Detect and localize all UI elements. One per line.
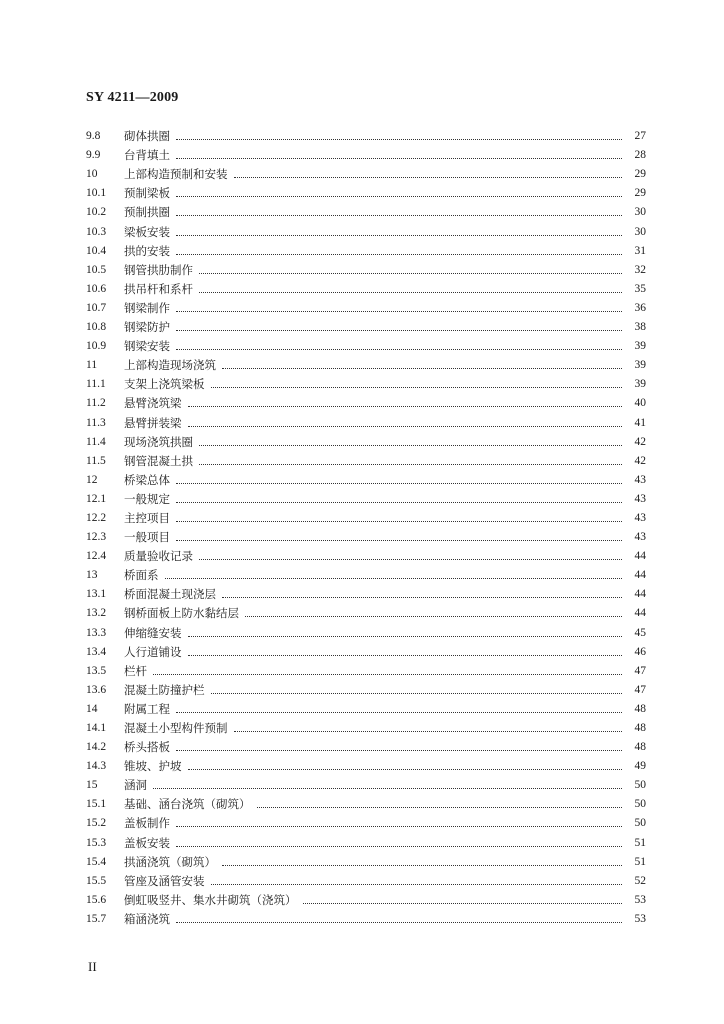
toc-entry-title: 人行道铺设 <box>124 644 182 659</box>
toc-entry-title: 盖板制作 <box>124 816 170 831</box>
toc-entry-title: 混凝土小型构件预制 <box>124 721 228 735</box>
toc-entry[interactable] <box>86 296 646 315</box>
toc-entry[interactable] <box>86 850 646 869</box>
toc-entry-page: 43 <box>634 492 646 505</box>
toc-entry[interactable] <box>86 544 646 563</box>
dot-leader <box>188 654 623 656</box>
toc-entry-page: 43 <box>634 473 646 486</box>
dot-leader <box>234 730 623 732</box>
toc-entry-title: 一般规定 <box>124 491 170 506</box>
toc-entry-page: 48 <box>634 741 646 754</box>
toc-entry-page: 43 <box>634 531 646 544</box>
toc-entry-title: 钢梁安装 <box>124 339 170 354</box>
toc-entry-title: 倒虹吸竖井、集水井砌筑（浇筑） <box>124 892 297 907</box>
toc-entry[interactable] <box>86 258 646 277</box>
toc-entry-page: 29 <box>634 168 646 181</box>
dot-leader <box>211 386 623 388</box>
dot-leader <box>188 635 623 637</box>
toc-entry-number: 10.2 <box>86 206 107 219</box>
toc-entry-title: 钢梁防护 <box>124 320 170 335</box>
toc-entry-page: 48 <box>634 722 646 734</box>
toc-entry-number: 13.2 <box>86 607 107 620</box>
toc-entry-number: 11.1 <box>86 378 106 391</box>
toc-entry-page: 32 <box>634 263 646 276</box>
toc-entry-number: 13 <box>86 569 98 582</box>
toc-entry-number: 10 <box>86 168 98 181</box>
toc-entry-page: 27 <box>634 130 646 143</box>
toc-entry[interactable] <box>86 754 646 773</box>
toc-entry-page: 44 <box>634 588 646 601</box>
toc-entry-number: 11 <box>86 359 98 372</box>
toc-entry[interactable] <box>86 506 646 525</box>
toc-entry-number: 15.6 <box>86 893 107 906</box>
dot-leader <box>257 806 623 808</box>
toc-entry-title: 拱的安装 <box>124 243 170 258</box>
toc-entry-title: 支架上浇筑梁板 <box>124 377 205 392</box>
toc-entry[interactable] <box>86 315 646 334</box>
toc-entry-number: 10.7 <box>86 301 107 314</box>
toc-entry-page: 42 <box>634 435 646 448</box>
toc-entry[interactable] <box>86 869 646 888</box>
toc-entry-number: 12 <box>86 473 98 486</box>
dot-leader <box>153 787 622 789</box>
toc-entry[interactable] <box>86 811 646 830</box>
toc-entry-title: 钢梁制作 <box>124 300 170 315</box>
toc-entry-title: 基础、涵台浇筑（砌筑） <box>124 797 251 812</box>
toc-entry-page: 43 <box>634 511 646 524</box>
dot-leader <box>222 367 622 369</box>
toc-entry-title: 预制拱圈 <box>124 205 170 220</box>
toc-entry-number: 10.4 <box>86 244 107 257</box>
toc-entry-title: 现场浇筑拱圈 <box>124 434 193 449</box>
toc-entry-number: 12.2 <box>86 511 107 524</box>
toc-entry-title: 砌体拱圈 <box>124 129 170 144</box>
toc-entry-title: 附属工程 <box>124 701 170 716</box>
toc-entry-title: 管座及涵管安装 <box>124 873 205 888</box>
toc-entry-title: 悬臂浇筑梁 <box>124 396 182 411</box>
toc-entry-title: 钢桥面板上防水黏结层 <box>124 606 239 621</box>
toc-entry-title: 栏杆 <box>124 663 147 678</box>
toc-entry-title: 伸缩缝安装 <box>124 625 182 640</box>
dot-leader <box>188 768 623 770</box>
dot-leader <box>176 711 622 713</box>
toc-entry[interactable] <box>86 200 646 219</box>
dot-leader <box>153 673 622 675</box>
dot-leader <box>176 348 622 350</box>
toc-entry-title: 质量验收记录 <box>124 549 193 564</box>
dot-leader <box>211 692 623 694</box>
dot-leader <box>176 845 622 847</box>
toc-entry-page: 39 <box>634 359 646 372</box>
dot-leader <box>165 577 623 579</box>
dot-leader <box>199 272 622 274</box>
toc-entry[interactable] <box>86 277 646 296</box>
toc-entry-number: 15 <box>86 779 98 792</box>
toc-entry[interactable] <box>86 697 646 716</box>
dot-leader <box>222 596 622 598</box>
toc-entry-page: 30 <box>634 225 646 238</box>
toc-entry[interactable] <box>86 716 646 735</box>
dot-leader <box>199 444 622 446</box>
toc-entry-title: 混凝土防撞护栏 <box>124 682 205 697</box>
toc-entry[interactable] <box>86 792 646 811</box>
dot-leader <box>176 214 622 216</box>
toc-entry-page: 44 <box>634 607 646 620</box>
dot-leader <box>188 425 623 427</box>
toc-entry[interactable] <box>86 907 646 926</box>
toc-entry-number: 15.4 <box>86 855 107 868</box>
toc-entry-page: 53 <box>634 912 646 925</box>
toc-entry-page: 53 <box>634 893 646 906</box>
toc-entry-title: 桥面混凝土现浇层 <box>124 587 216 602</box>
toc-entry[interactable] <box>86 334 646 353</box>
toc-entry-title: 锥坡、护坡 <box>124 759 182 774</box>
toc-entry-page: 31 <box>634 244 646 257</box>
toc-entry-number: 13.3 <box>86 626 107 639</box>
toc-entry-title: 桥梁总体 <box>124 472 170 487</box>
toc-entry[interactable] <box>86 582 646 601</box>
toc-entry-title: 桥头搭板 <box>124 740 170 755</box>
dot-leader <box>234 176 623 178</box>
dot-leader <box>211 883 623 885</box>
toc-entry[interactable] <box>86 773 646 792</box>
toc-entry-number: 13.4 <box>86 645 107 658</box>
toc-entry-number: 13.1 <box>86 588 107 601</box>
toc-entry-number: 14 <box>86 702 98 715</box>
toc-entry-page: 39 <box>634 340 646 353</box>
dot-leader <box>176 749 622 751</box>
toc-entry[interactable] <box>86 430 646 449</box>
toc-entry-page: 46 <box>634 645 646 658</box>
toc-entry[interactable] <box>86 449 646 468</box>
toc-entry-number: 12.4 <box>86 550 107 563</box>
toc-entry-page: 41 <box>634 416 646 429</box>
toc-entry[interactable] <box>86 124 646 143</box>
toc-entry-number: 15.2 <box>86 817 107 830</box>
toc-entry-number: 10.9 <box>86 340 107 353</box>
toc-entry-page: 30 <box>634 206 646 219</box>
toc-entry-page: 44 <box>634 550 646 563</box>
dot-leader <box>176 539 622 541</box>
toc-entry-number: 11.3 <box>86 416 106 429</box>
toc-entry-number: 9.8 <box>86 130 101 143</box>
toc-entry[interactable] <box>86 620 646 639</box>
toc-entry[interactable] <box>86 525 646 544</box>
dot-leader <box>176 310 622 312</box>
toc-entry-page: 42 <box>634 454 646 467</box>
toc-entry-number: 15.3 <box>86 836 107 849</box>
dot-leader <box>188 405 623 407</box>
dot-leader <box>176 501 622 503</box>
toc-entry-title: 上部构造现场浇筑 <box>124 358 216 373</box>
toc-entry[interactable] <box>86 468 646 487</box>
toc-entry[interactable] <box>86 601 646 620</box>
toc-entry-title: 钢管拱肋制作 <box>124 262 193 277</box>
dot-leader <box>176 825 622 827</box>
toc-entry-title: 涵洞 <box>124 778 147 793</box>
toc-entry-number: 9.9 <box>86 149 101 162</box>
toc-entry-page: 49 <box>634 760 646 773</box>
toc-entry-number: 11.5 <box>86 454 106 467</box>
page-folio: II <box>88 959 97 974</box>
toc-entry-page: 51 <box>634 855 646 868</box>
toc-entry-number: 13.6 <box>86 683 107 696</box>
toc-entry-number: 10.8 <box>86 321 107 334</box>
dot-leader <box>199 463 622 465</box>
toc-entry[interactable] <box>86 735 646 754</box>
toc-entry[interactable] <box>86 830 646 849</box>
toc-entry[interactable] <box>86 410 646 429</box>
dot-leader <box>176 253 622 255</box>
toc-entry[interactable] <box>86 640 646 659</box>
toc-entry-page: 50 <box>634 779 646 792</box>
dot-leader <box>176 157 622 159</box>
toc-entry-title: 拱涵浇筑（砌筑） <box>124 854 216 869</box>
toc-entry-number: 13.5 <box>86 664 107 677</box>
toc-entry[interactable] <box>86 143 646 162</box>
toc-entry-title: 一般项目 <box>124 530 170 545</box>
toc-entry[interactable] <box>86 563 646 582</box>
toc-entry-number: 10.5 <box>86 263 107 276</box>
toc-entry-number: 14.1 <box>86 722 107 734</box>
toc-entry[interactable] <box>86 162 646 181</box>
toc-entry-number: 12.3 <box>86 531 107 544</box>
toc-entry-number: 14.3 <box>86 760 107 773</box>
toc-entry-page: 40 <box>634 397 646 410</box>
toc-entry-page: 52 <box>634 874 646 887</box>
toc-entry-number: 15.7 <box>86 912 107 925</box>
dot-leader <box>176 520 622 522</box>
toc-entry-page: 50 <box>634 798 646 811</box>
dot-leader <box>176 195 622 197</box>
toc-entry-title: 台背填土 <box>124 148 170 163</box>
standard-code: SY 4211—2009 <box>86 90 179 105</box>
toc-entry-number: 10.6 <box>86 282 107 295</box>
toc-entry-page: 45 <box>634 626 646 639</box>
toc-entry-number: 10.3 <box>86 225 107 238</box>
toc-entry-title: 上部构造预制和安装 <box>124 167 228 182</box>
toc-entry[interactable] <box>86 219 646 238</box>
toc-entry-page: 35 <box>634 282 646 295</box>
dot-leader <box>199 291 622 293</box>
toc-entry-page: 48 <box>634 702 646 715</box>
toc-entry-number: 10.1 <box>86 187 107 200</box>
toc-entry-number: 15.5 <box>86 874 107 887</box>
dot-leader <box>176 234 622 236</box>
toc-entry-title: 桥面系 <box>124 568 159 583</box>
toc-entry-number: 14.2 <box>86 741 107 754</box>
dot-leader <box>303 902 623 904</box>
toc-entry-title: 箱涵浇筑 <box>124 911 170 926</box>
toc-entry[interactable] <box>86 888 646 907</box>
toc-entry-title: 主控项目 <box>124 510 170 525</box>
dot-leader <box>245 615 622 617</box>
toc-entry-title: 预制梁板 <box>124 186 170 201</box>
toc-entry[interactable] <box>86 239 646 258</box>
toc-entry-title: 钢管混凝土拱 <box>124 453 193 468</box>
toc-entry-page: 51 <box>634 836 646 849</box>
toc-entry-page: 38 <box>634 321 646 334</box>
toc-entry[interactable] <box>86 391 646 410</box>
toc-entry-title: 梁板安装 <box>124 224 170 239</box>
dot-leader <box>176 138 622 140</box>
dot-leader <box>176 482 622 484</box>
toc-entry[interactable] <box>86 678 646 697</box>
toc-entry-title: 拱吊杆和系杆 <box>124 281 193 296</box>
toc-entry-page: 44 <box>634 569 646 582</box>
table-of-contents <box>86 124 646 926</box>
toc-entry[interactable] <box>86 659 646 678</box>
toc-entry-page: 47 <box>634 664 646 677</box>
dot-leader <box>176 329 622 331</box>
toc-entry[interactable] <box>86 353 646 372</box>
toc-entry-number: 12.1 <box>86 492 107 505</box>
toc-entry[interactable] <box>86 487 646 506</box>
toc-entry-number: 11.4 <box>86 435 106 448</box>
toc-entry-page: 39 <box>634 378 646 391</box>
dot-leader <box>176 921 622 923</box>
toc-entry[interactable] <box>86 372 646 391</box>
toc-entry-page: 28 <box>634 149 646 162</box>
toc-entry-page: 29 <box>634 187 646 200</box>
toc-entry-page: 47 <box>634 683 646 696</box>
toc-entry-number: 15.1 <box>86 798 107 811</box>
toc-entry-page: 50 <box>634 817 646 830</box>
toc-entry-page: 36 <box>634 301 646 314</box>
toc-entry-number: 11.2 <box>86 397 106 410</box>
toc-entry-title: 悬臂拼装梁 <box>124 415 182 430</box>
toc-entry[interactable] <box>86 181 646 200</box>
toc-entry-title: 盖板安装 <box>124 835 170 850</box>
dot-leader <box>222 864 622 866</box>
dot-leader <box>199 558 622 560</box>
